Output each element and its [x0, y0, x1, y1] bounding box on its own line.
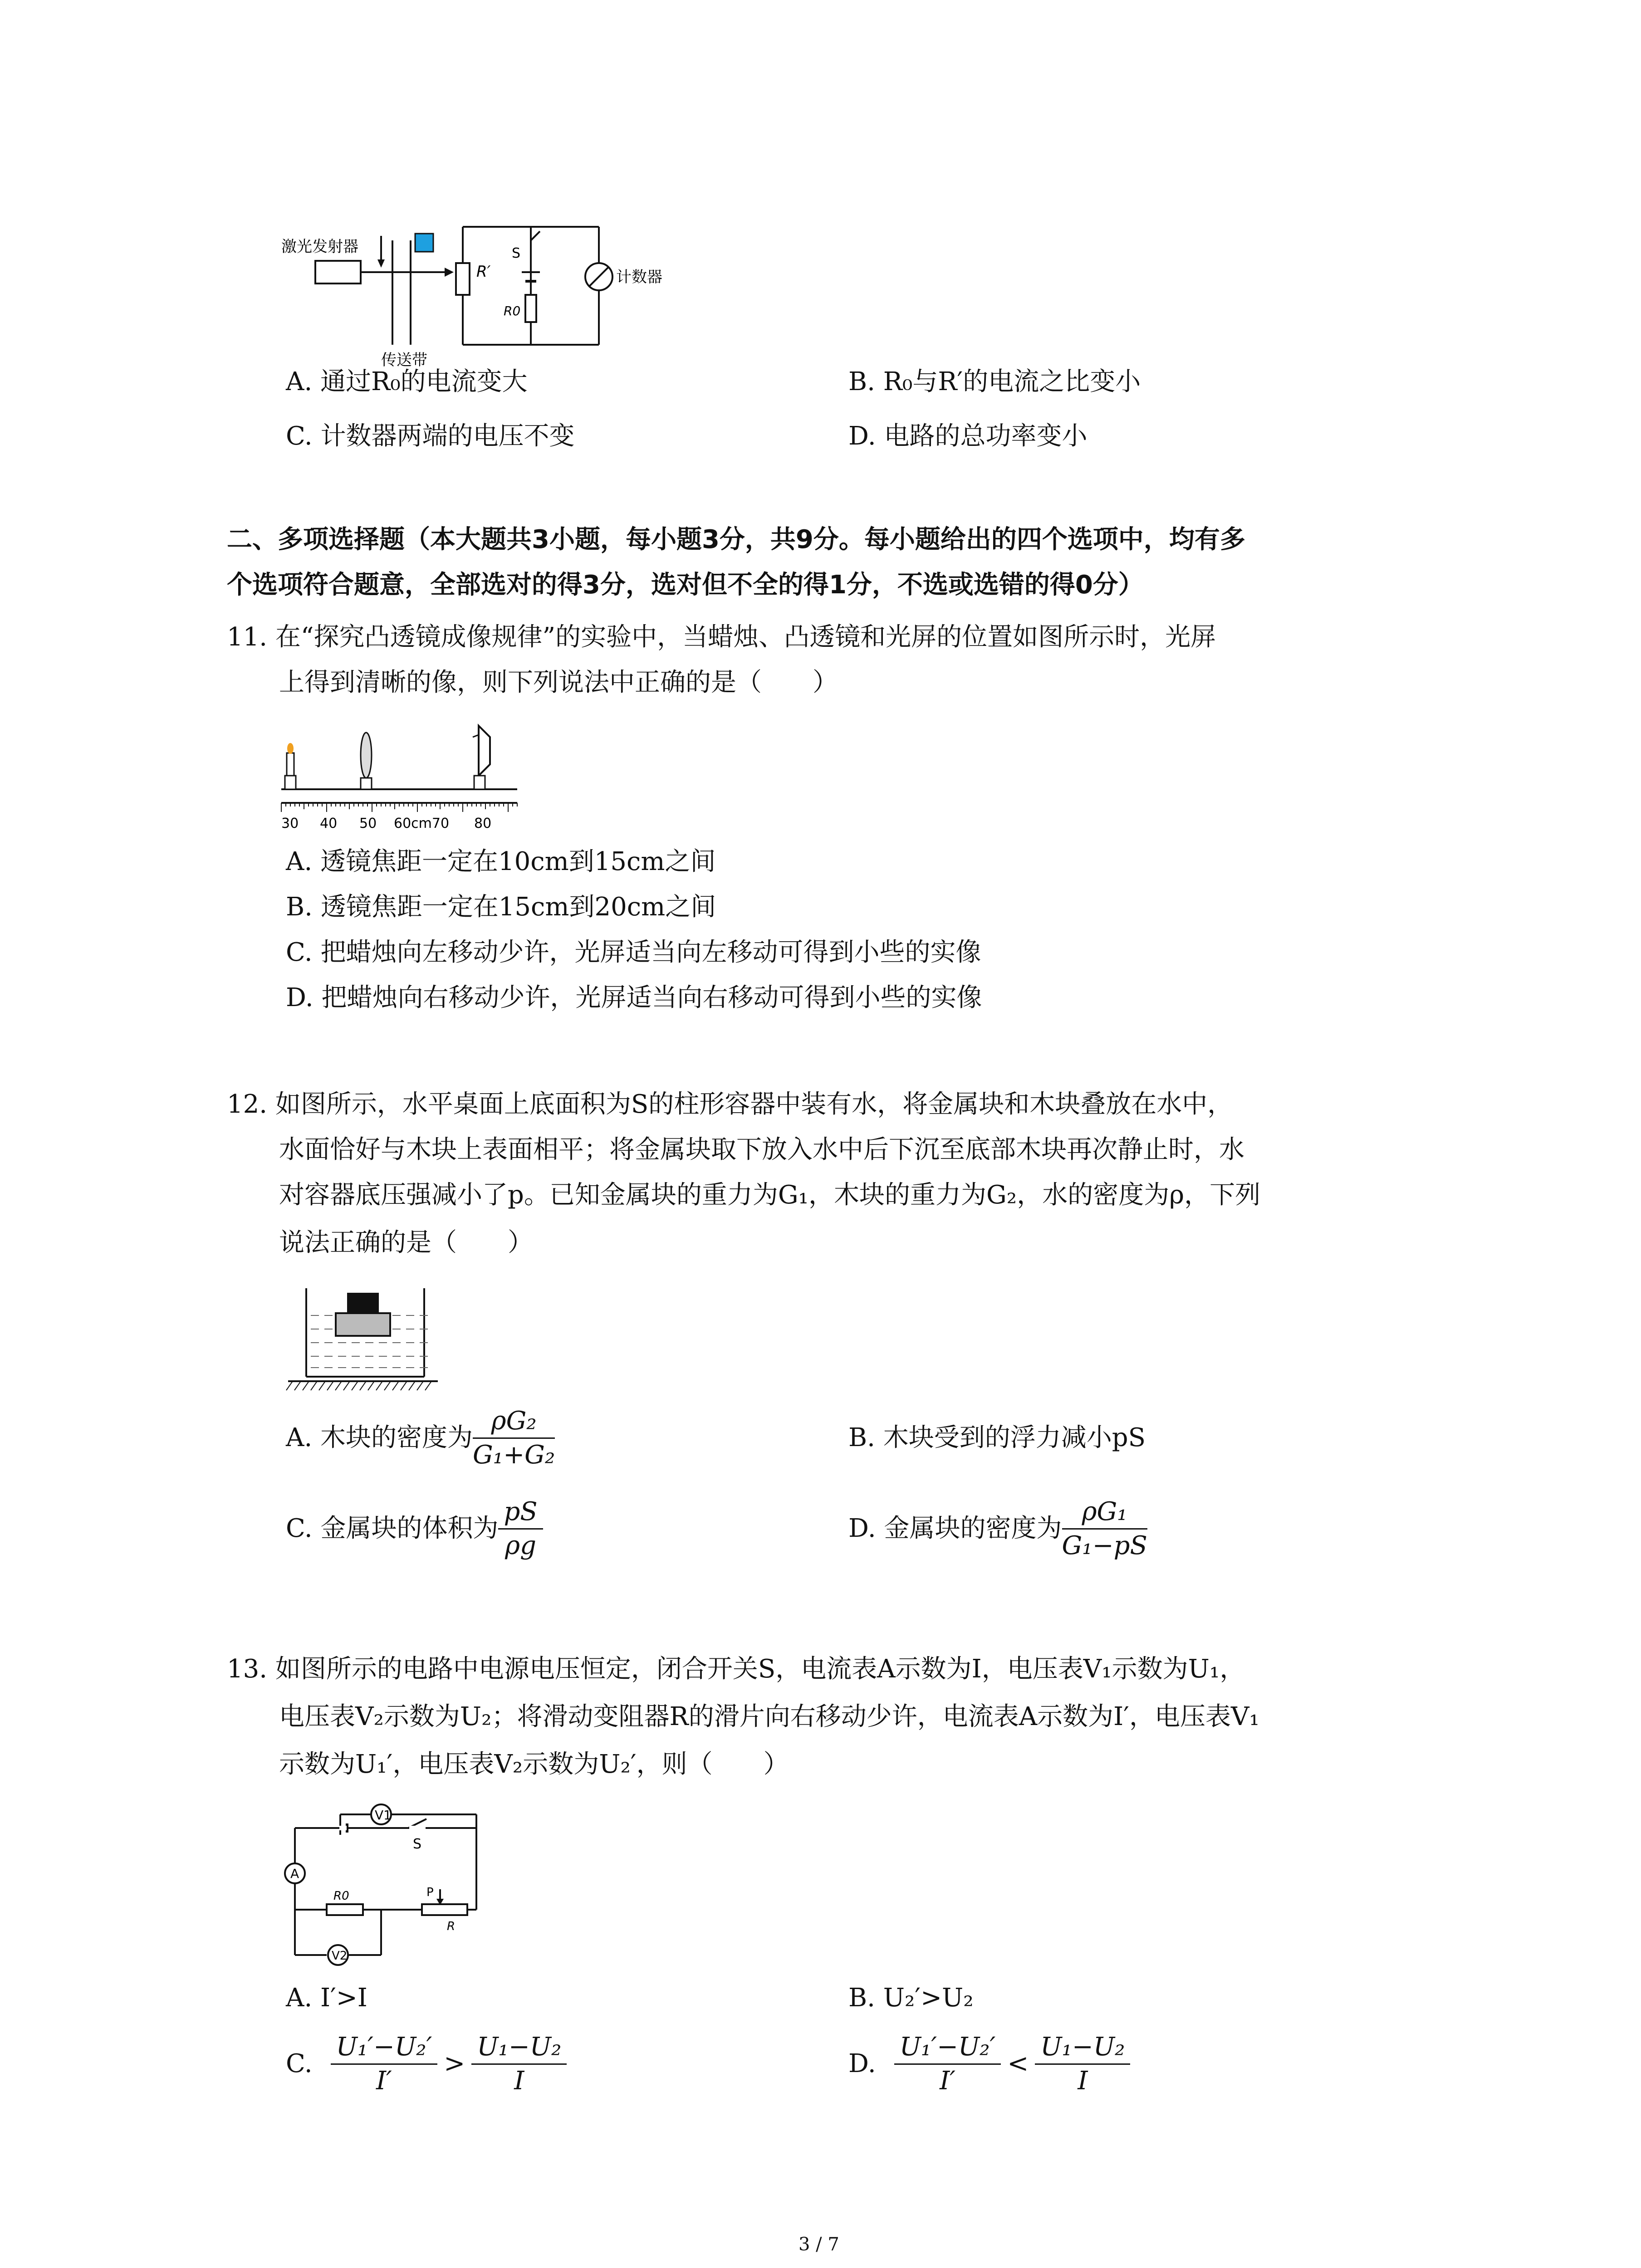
q13-option-d-prefix: D.: [848, 2049, 876, 2078]
ground-hatch: [352, 1381, 358, 1390]
ground-hatch: [401, 1381, 407, 1390]
q13-option-d-right-numerator: U₁−U₂: [1035, 2031, 1130, 2065]
ruler-label-60-70: 60cm70: [394, 816, 450, 831]
q13-option-c-operator: >: [444, 2049, 465, 2078]
q13-stem-line2: 电压表V₂示数为U₂；将滑动变阻器R的滑片向右移动少许，电流表A示数为I′，电压表V₁: [279, 1702, 1259, 1731]
q12-option-c-prefix: C. 金属块的体积为: [286, 1514, 499, 1543]
v2-meter-label: V2: [332, 1949, 348, 1963]
q12-option-d-denominator: G₁−pS: [1062, 1530, 1147, 1560]
rheostat-r-label: R: [447, 1920, 456, 1933]
switch-label: S: [512, 245, 521, 261]
q13-option-c-right-numerator: U₁−U₂: [471, 2031, 567, 2065]
q13-option-c-left-fraction: [331, 2031, 438, 2097]
q12-option-d-prefix: D. 金属块的密度为: [848, 1514, 1062, 1543]
ground-hatch: [417, 1381, 423, 1390]
q13-stem-line3: 示数为U₁′，电压表V₂示数为U₂′，则（ ）: [279, 1750, 789, 1779]
ground-hatch: [360, 1381, 366, 1390]
q12-stem-line4: 说法正确的是（ ）: [279, 1228, 533, 1257]
q13-option-d-operator: <: [1007, 2049, 1029, 2078]
q10-option-a: A. 通过R₀的电流变大: [286, 367, 528, 396]
q11-stem-line2: 上得到清晰的像，则下列说法中正确的是（ ）: [279, 668, 838, 697]
q10-option-d: D. 电路的总功率变小: [848, 421, 1087, 451]
ground-hatch: [384, 1381, 391, 1390]
ground-hatch: [425, 1381, 431, 1390]
q12-option-a: [286, 1404, 555, 1472]
q12-stem-line1: 12. 如图所示，水平桌面上底面积为S的柱形容器中装有水，将金属块和木块叠放在水中，: [227, 1090, 1233, 1119]
ground-hatch: [392, 1381, 399, 1390]
section2-heading-line2: 个选项符合题意，全部选对的得3分，选对但不全的得1分，不选或选错的得0分）: [227, 570, 1144, 600]
q10-option-b: B. R₀与R′的电流之比变小: [848, 367, 1141, 396]
ground-hatch: [319, 1381, 325, 1390]
q11-option-c: C. 把蜡烛向左移动少许，光屏适当向左移动可得到小些的实像: [286, 938, 981, 967]
ground-hatch: [311, 1381, 317, 1390]
q13-option-d: [848, 2028, 1130, 2100]
q13-option-d-left-fraction: [894, 2031, 1001, 2097]
q12-stem-line2: 水面恰好与木块上表面相平；将金属块取下放入水中后下沉至底部木块再次静止时，水: [279, 1135, 1244, 1164]
q13-option-c-left-denominator: I′: [376, 2066, 392, 2096]
belt-label: 传送带: [381, 351, 427, 369]
q13-option-b: B. U₂′>U₂: [848, 1983, 974, 2013]
ground-hatch: [335, 1381, 342, 1390]
slider-p-label: P: [426, 1886, 434, 1899]
q12-option-a-fraction: [473, 1405, 555, 1471]
q13-option-c-prefix: C.: [286, 2049, 313, 2078]
q13-option-c-left-numerator: U₁′−U₂′: [331, 2031, 438, 2065]
ruler-label-40: 40: [320, 816, 338, 831]
ground-hatch: [327, 1381, 333, 1390]
q12-option-a-denominator: G₁+G₂: [473, 1440, 555, 1470]
q12-option-c: [286, 1495, 543, 1563]
q12-option-c-denominator: ρg: [505, 1530, 536, 1560]
q12-option-c-numerator: pS: [498, 1496, 543, 1530]
q12-option-a-prefix: A. 木块的密度为: [286, 1423, 473, 1452]
q11-optical-bench-figure: [272, 721, 526, 844]
laser-label: 激光发射器: [281, 238, 358, 256]
q13-option-d-left-numerator: U₁′−U₂′: [894, 2031, 1001, 2065]
ground-hatch: [286, 1381, 293, 1390]
q13-stem-line1: 13. 如图所示的电路中电源电压恒定，闭合开关S，电流表A示数为I，电压表V₁示数为U₁，: [227, 1654, 1245, 1684]
page-number: 3 / 7: [798, 2234, 839, 2255]
q12-option-a-numerator: ρG₂: [473, 1405, 555, 1439]
q13-option-c-right-fraction: [471, 2031, 567, 2097]
ground-hatch: [368, 1381, 374, 1390]
r-prime-label: R′: [476, 263, 491, 281]
ground-hatch: [409, 1381, 415, 1390]
q12-option-d-numerator: ρG₁: [1062, 1496, 1147, 1530]
ground-hatch: [343, 1381, 350, 1390]
q12-option-d-fraction: [1062, 1496, 1147, 1562]
q12-option-c-fraction: [498, 1496, 543, 1562]
ground-hatch: [303, 1381, 309, 1390]
q13-option-d-left-denominator: I′: [940, 2066, 955, 2096]
q13-option-c-right-denominator: I: [514, 2066, 524, 2096]
ruler-label-30: 30: [281, 816, 299, 831]
ground-hatch: [294, 1381, 301, 1390]
q13-option-c: [286, 2028, 567, 2100]
q12-stem-line3: 对容器底压强减小了p。已知金属块的重力为G₁，木块的重力为G₂，水的密度为ρ，下列: [279, 1180, 1261, 1210]
q11-option-b: B. 透镜焦距一定在15cm到20cm之间: [286, 892, 716, 922]
q11-option-a: A. 透镜焦距一定在10cm到15cm之间: [286, 847, 716, 876]
r0-resistor-label: R0: [333, 1889, 349, 1903]
q11-stem-line1: 11. 在“探究凸透镜成像规律”的实验中，当蜡烛、凸透镜和光屏的位置如图所示时，光屏: [227, 622, 1216, 652]
r0-label: R0: [504, 303, 521, 318]
ground-hatch: [376, 1381, 382, 1390]
q10-option-c: C. 计数器两端的电压不变: [286, 421, 575, 451]
q12-option-d: [848, 1495, 1147, 1563]
q11-option-d: D. 把蜡烛向右移动少许，光屏适当向右移动可得到小些的实像: [286, 983, 982, 1012]
ammeter-label: A: [290, 1866, 299, 1881]
q13-circuit-figure: [272, 1801, 499, 1973]
ruler-label-50: 50: [359, 816, 377, 831]
section2-heading-line1: 二、多项选择题（本大题共3小题，每小题3分，共9分。每小题给出的四个选项中，均有多: [227, 525, 1245, 554]
q12-container-figure: [286, 1279, 440, 1397]
q10-circuit-figure: [272, 209, 681, 381]
q13-option-d-right-fraction: [1035, 2031, 1130, 2097]
counter-label: 计数器: [616, 268, 662, 286]
q13-option-d-right-denominator: I: [1078, 2066, 1088, 2096]
q13-option-a: A. I′>I: [286, 1983, 367, 2013]
q12-option-b: B. 木块受到的浮力减小pS: [848, 1423, 1146, 1452]
ruler-label-80: 80: [474, 816, 492, 831]
s-switch-label: S: [413, 1836, 422, 1852]
v1-meter-label: V1: [375, 1808, 392, 1823]
